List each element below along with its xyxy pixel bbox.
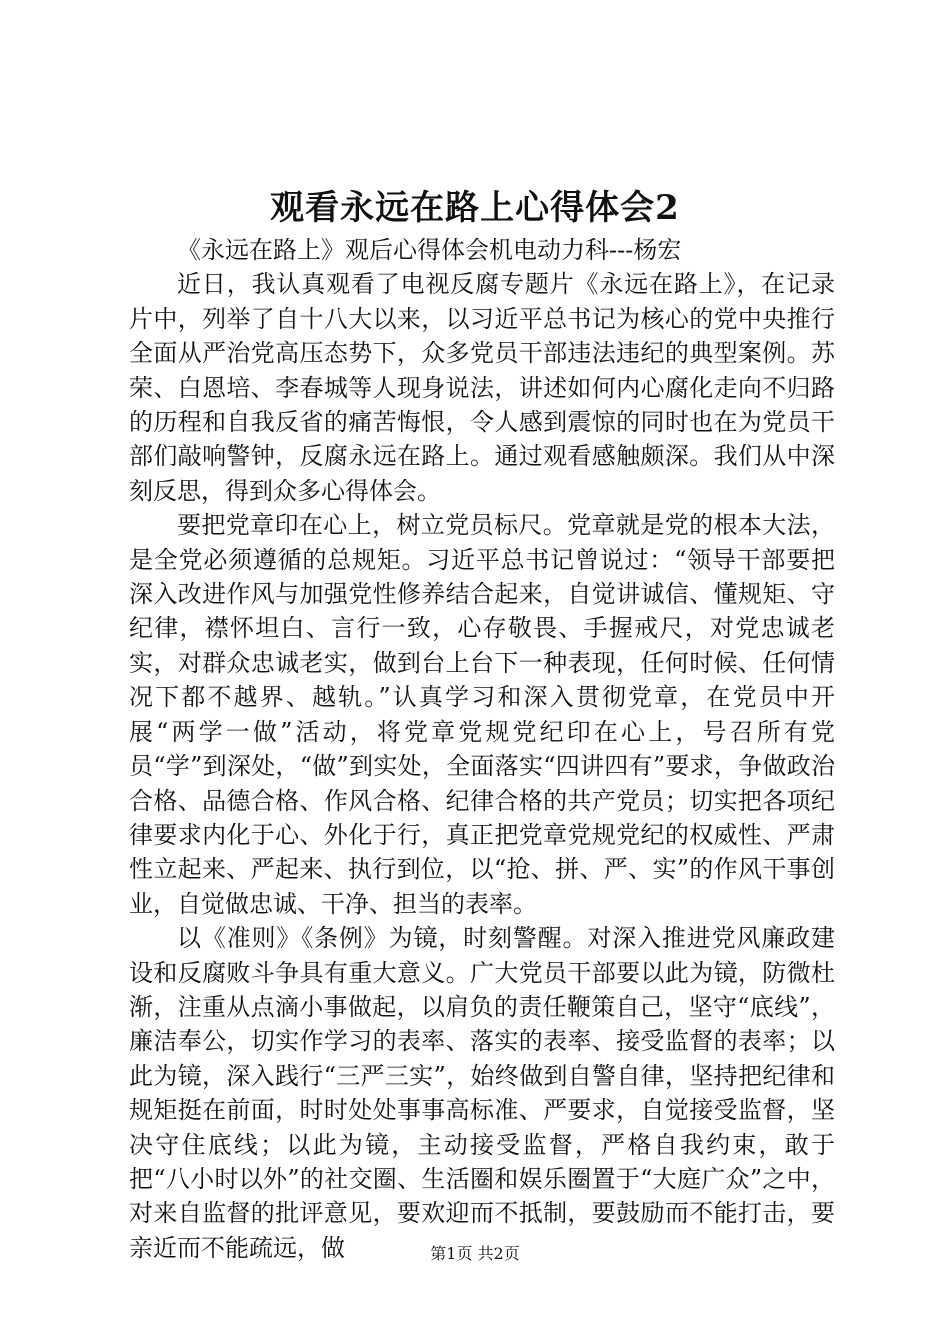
paragraph-1: 近日，我认真观看了电视反腐专题片《永远在路上》，在记录片中，列举了自十八大以来，以习近平总书记为核心的党中央推行全面从严治党高压态势下，众多党员干部违法违纪的典型案例。苏荣、白恩培、李春城等人现身说法，讲述如何内心腐化走向不归路的历程和自我反省的痛苦悔恨，令人感到震惊的同时也在为党员干部们敲响警钟，反腐永远在路上。通过观看感触颇深。我们从中深刻反思，得到众多心得体会。 bbox=[129, 270, 835, 505]
paragraph-3: 以《准则》《条例》为镜，时刻警醒。对深入推进党风廉政建设和反腐败斗争具有重大意义。广大党员干部要以此为镜，防微杜渐，注重从点滴小事做起，以肩负的责任鞭策自己，坚守“底线”，廉洁奉公，切实作学习的表率、落实的表率、接受监督的表率；以此为镜，深入践行“三严三实”，始终做到自警自律，坚持把纪律和规矩挺在前面，时时处处事事高标准、严要求，自觉接受监督，坚决守住底线；以此为镜，主动接受监督，严格自我约束，敢于把“八小时以外”的社交圈、生活圈和娱乐圈置于“大庭广众”之中，对来自监督的批评意见，要欢迎而不抵制，要鼓励而不能打击，要亲近而不能疏远，做 bbox=[129, 924, 835, 1262]
paragraph-2: 要把党章印在心上，树立党员标尺。党章就是党的根本大法，是全党必须遵循的总规矩。习近平总书记曾说过：“领导干部要把深入改进作风与加强党性修养结合起来，自觉讲诚信、懂规矩、守纪律，襟怀坦白、言行一致，心存敬畏、手握戒尺，对党忠诚老实，对群众忠诚老实，做到台上台下一种表现，任何时候、任何情况下都不越界、越轨。”认真学习和深入贯彻党章，在党员中开展“两学一做”活动，将党章党规党纪印在心上，号召所有党员“学”到深处，“做”到实处，全面落实“四讲四有”要求，争做政治合格、品德合格、作风合格、纪律合格的共产党员；切实把各项纪律要求内化于心、外化于行，真正把党章党规党纪的权威性、严肃性立起来、严起来、执行到位，以“抢、拼、严、实”的作风干事创业，自觉做忠诚、干净、担当的表率。 bbox=[129, 511, 835, 918]
document-title: 观看永远在路上心得体会2 bbox=[270, 188, 680, 228]
document-subtitle: 《永远在路上》观后心得体会机电动力科---杨宏 bbox=[177, 236, 682, 264]
page-number-footer: 第1页 共2页 bbox=[430, 1244, 520, 1263]
document-body bbox=[129, 233, 835, 1265]
